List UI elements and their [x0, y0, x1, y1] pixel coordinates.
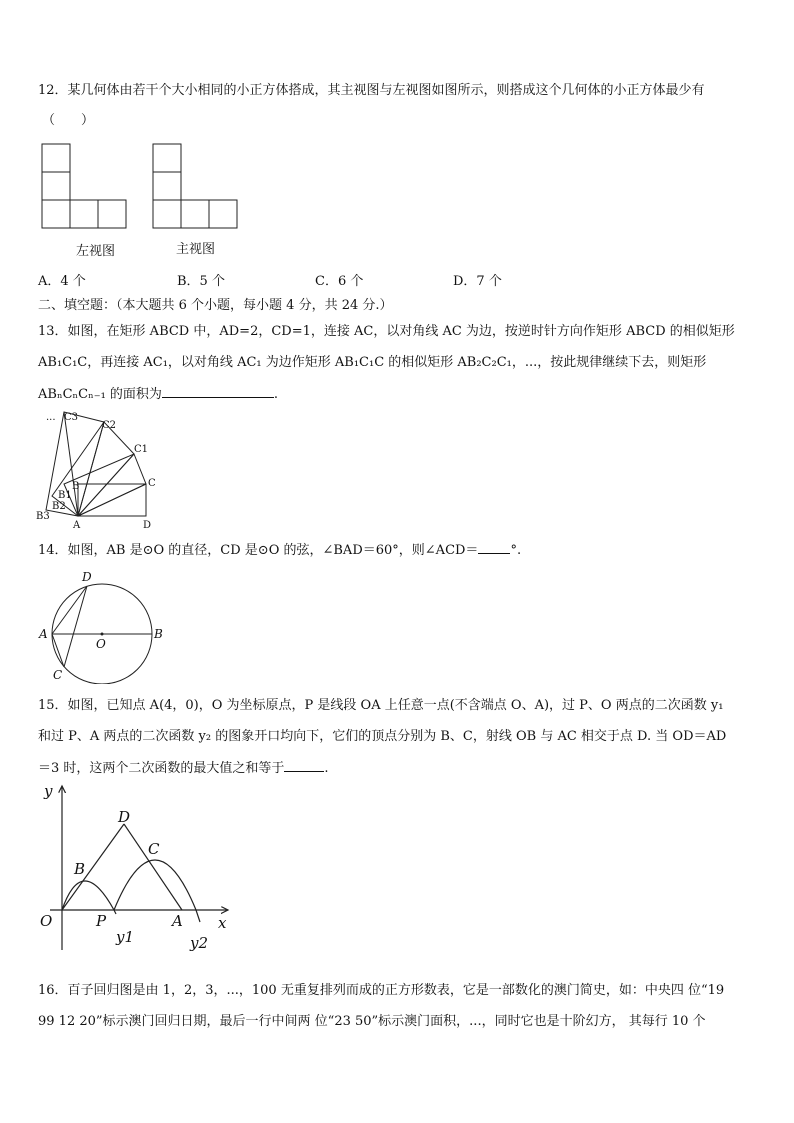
q13-line3 — [38, 385, 278, 404]
left-view-cube — [42, 200, 70, 228]
q15-line3-text: ＝3 时，这两个二次函数的最大值之和等于 — [38, 761, 285, 776]
front-view-label: 主视图 — [176, 242, 216, 257]
chord-ad — [52, 586, 87, 634]
label-o: O — [96, 637, 106, 651]
ray-od — [62, 824, 124, 910]
label-b: B — [154, 627, 163, 641]
left-view-label: 左视图 — [76, 244, 116, 259]
q12-option-a: A．4 个 — [38, 274, 86, 289]
q12-views-figure — [40, 142, 245, 234]
front-view-cube — [153, 200, 181, 228]
q13-line1: 13．如图，在矩形 ABCD 中，AD=2，CD=1，连接 AC，以对角线 AC 为边，按逆时针方向作矩形 ABCD 的相似矩形 — [38, 324, 735, 339]
chord-ac — [52, 634, 64, 667]
q15-line1: 15．如图，已知点 A(4，0)，O 为坐标原点，P 是线段 OA 上任意一点(不含端点 O、A)，过 P、O 两点的二次函数 y₁ — [38, 698, 724, 713]
label-b1: B1 — [58, 490, 72, 501]
parabola-y1 — [62, 881, 116, 914]
q14-text-main: 14．如图，AB 是⊙O 的直径，CD 是⊙O 的弦，∠BAD＝60°，则∠ACD＝ — [38, 543, 479, 558]
q15-answer-blank — [284, 759, 324, 772]
front-view-cube — [209, 200, 237, 228]
label-b3: B3 — [36, 511, 50, 522]
left-view-cube — [98, 200, 126, 228]
q15-line3 — [38, 759, 329, 778]
q12-answer-paren: （ ） — [42, 113, 95, 128]
q14-circle-figure — [36, 568, 166, 684]
label-dots: ... — [46, 412, 56, 423]
label-a: A — [172, 912, 183, 930]
label-c1: C1 — [134, 444, 149, 455]
front-view-cube — [153, 144, 181, 172]
label-b2: B2 — [52, 501, 66, 512]
q14-answer-blank — [478, 541, 510, 554]
q13-line3-end: . — [273, 387, 279, 402]
front-view-cube — [153, 172, 181, 200]
label-y2: y2 — [190, 934, 209, 952]
q16-line2: 99 12 20”标示澳门回归日期，最后一行中间两 位“23 50”标示澳门面积，...，同时它也是十阶幻方， 其每行 10 个 — [38, 1014, 706, 1029]
label-p: P — [96, 912, 107, 930]
label-d: D — [143, 520, 152, 531]
label-c: C — [148, 478, 156, 489]
q16-line1: 16．百子回归图是由 1，2，3，...，100 无重复排列而成的正方形数表，它是一部数化的澳门简史，如：中央四 位“19 — [38, 983, 725, 998]
label-d: D — [118, 808, 131, 826]
q12-option-b: B．5 个 — [177, 274, 225, 289]
label-x: x — [218, 914, 227, 932]
label-y: y — [44, 782, 53, 800]
label-o: O — [40, 912, 53, 930]
q13-rectangles-figure — [34, 406, 164, 532]
label-b: B — [72, 481, 80, 492]
parabola-y2 — [114, 860, 200, 922]
q13-answer-blank — [162, 385, 274, 398]
label-a: A — [39, 627, 48, 641]
label-d: D — [82, 570, 92, 584]
segment-da — [124, 824, 182, 910]
left-view-cube — [42, 172, 70, 200]
q12-text: 12．某几何体由若干个大小相同的小正方体搭成，其主视图与左视图如图所示，则搭成这个几何体的小正方体最少有 — [38, 83, 705, 98]
q14-text — [38, 541, 521, 560]
front-view-cube — [181, 200, 209, 228]
label-y1: y1 — [116, 928, 135, 946]
left-view-cube — [42, 144, 70, 172]
label-a: A — [73, 520, 81, 531]
label-c2: C2 — [102, 420, 117, 431]
label-c3: C3 — [64, 412, 79, 423]
left-view-cube — [70, 200, 98, 228]
q13-line2: AB₁C₁C，再连接 AC₁，以对角线 AC₁ 为边作矩形 AB₁C₁C 的相似矩形 AB₂C₂C₁，...，按此规律继续下去，则矩形 — [38, 355, 707, 370]
section-heading: 二、填空题：（本大题共 6 个小题，每小题 4 分，共 24 分.） — [38, 298, 393, 313]
q12-option-d: D．7 个 — [453, 274, 502, 289]
label-c: C — [53, 668, 63, 682]
q14-text-end: °. — [510, 543, 522, 558]
q15-parabola-figure — [34, 780, 244, 955]
label-c: C — [148, 840, 160, 858]
q15-line2: 和过 P、A 两点的二次函数 y₂ 的图象开口均向下，它们的顶点分别为 B、C，射线 OB 与 AC 相交于点 D. 当 OD＝AD — [38, 729, 727, 744]
q15-line3-end: . — [324, 761, 329, 776]
label-b: B — [74, 860, 86, 878]
q12-option-c: C．6 个 — [315, 274, 364, 289]
q13-line3-text: ABₙCₙCₙ₋₁ 的面积为 — [38, 387, 162, 402]
